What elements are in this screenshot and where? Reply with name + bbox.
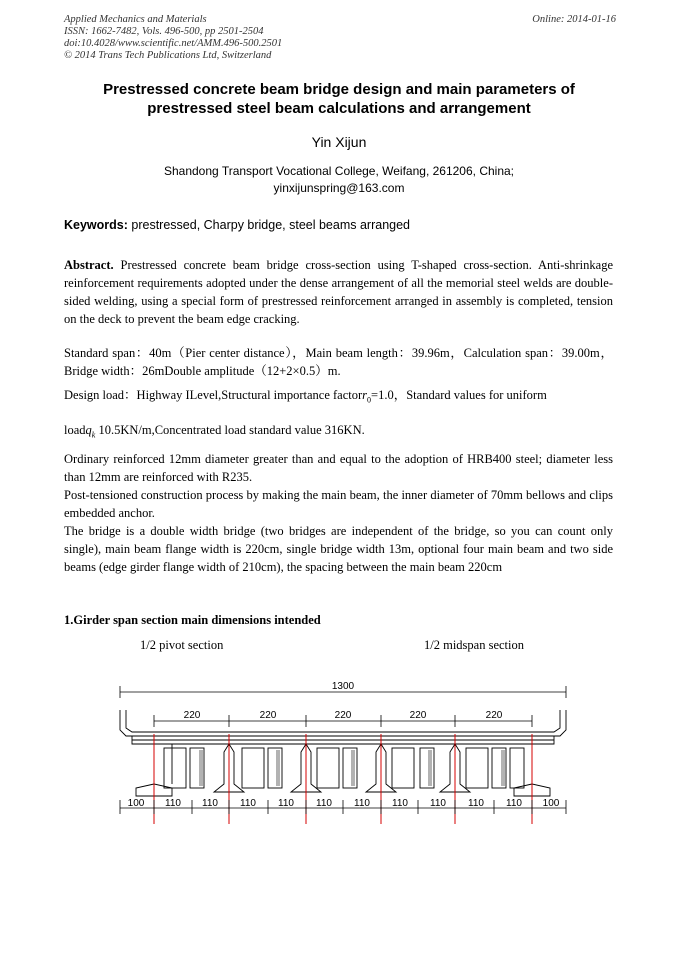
title-line-2: prestressed steel beam calculations and arrangement	[147, 100, 531, 117]
flange-width-2: 220	[259, 710, 277, 721]
importance-factor-subscript: 0	[367, 395, 372, 405]
design-load-text: Design load：Highway ILevel,Structural importance factor	[64, 388, 363, 402]
design-load-text-cont: =1.0，Standard values for uniform	[371, 388, 547, 402]
bottom-dim-7: 110	[354, 798, 370, 809]
author-email: yinxijunspring@163.com	[273, 181, 405, 195]
bottom-dim-4: 110	[240, 798, 256, 809]
journal-name: Applied Mechanics and Materials	[64, 14, 207, 25]
abstract	[64, 256, 613, 328]
girder-webs	[136, 744, 550, 796]
bottom-dimension-row	[120, 798, 566, 814]
flange-dimension-row	[154, 710, 532, 727]
section-heading: 1.Girder span section main dimensions intended	[64, 613, 321, 627]
uniform-load-text-cont: 10.5KN/m,Concentrated load standard value 316KN.	[95, 423, 365, 437]
bottom-dim-5: 110	[278, 798, 294, 809]
bottom-dim-9: 110	[430, 798, 446, 809]
issn-line: ISSN: 1662-7482, Vols. 496-500, pp 2501-2504	[64, 26, 264, 37]
keywords-text: prestressed, Charpy bridge, steel beams arranged	[131, 218, 411, 232]
bottom-dim-10: 110	[468, 798, 484, 809]
flange-width-4: 220	[409, 710, 427, 721]
affiliation: Shandong Transport Vocational College, Weifang, 261206, China;	[163, 164, 515, 178]
keywords	[64, 218, 614, 232]
uniform-load-text: load	[64, 423, 86, 437]
bottom-dim-3: 110	[202, 798, 218, 809]
bottom-dim-11: 110	[506, 798, 522, 809]
overall-dimension	[120, 681, 566, 698]
uniform-load-paragraph	[64, 421, 613, 445]
bottom-dim-6: 110	[316, 798, 332, 809]
flange-width-1: 220	[183, 710, 201, 721]
design-load-paragraph	[64, 386, 613, 410]
bottom-dim-2: 110	[165, 798, 181, 809]
online-date: Online: 2014-01-16	[532, 14, 616, 25]
uniform-load-symbol: q	[85, 423, 92, 437]
girder-cross-section-figure	[114, 678, 574, 826]
flange-width-3: 220	[334, 710, 352, 721]
author-name: Yin Xijun	[311, 134, 367, 150]
overall-width-label: 1300	[331, 681, 355, 692]
keywords-label: Keywords:	[64, 218, 128, 232]
ordinary-reinforcement-paragraph: Ordinary reinforced 12mm diameter greater than and equal to the adoption of HRB400 steel; diameter less than 12mm are reinforced with R235.	[64, 452, 613, 484]
abstract-label: Abstract.	[64, 258, 114, 272]
doi-line: doi:10.4028/www.scientific.net/AMM.496-500.2501	[64, 38, 283, 49]
flange-width-5: 220	[485, 710, 503, 721]
title-line-1: Prestressed concrete beam bridge design and main parameters of	[103, 81, 575, 98]
uniform-load-subscript: k	[91, 430, 96, 440]
post-tension-paragraph: Post-tensioned construction process by making the main beam, the inner diameter of 70mm bellows and clips embedded anchor.	[64, 488, 613, 520]
bottom-dim-12: 100	[542, 798, 560, 809]
bottom-dim-8: 110	[392, 798, 408, 809]
diaphragm-hatching	[200, 750, 504, 786]
paper-title	[40, 80, 638, 118]
affiliation-block	[0, 163, 678, 197]
pivot-section-label: 1/2 pivot section	[140, 638, 224, 652]
bridge-description-paragraph: The bridge is a double width bridge (two bridges are independent of the bridge, so you can count only single), main beam flange width is 220cm, single bridge width 13m, optional four main beam and two side beams (edge girder flange width of 210cm), the spacing between the main beam 220cm	[64, 524, 613, 574]
abstract-text: Prestressed concrete beam bridge cross-section using T-shaped cross-section. Anti-shrinkage reinforcement requirements adopted under the dense arrangement of all the memorial steel welds are double-sided welding, using a special form of prestressed reinforcement arranged in assembly is completed, tension on the deck to prevent the beam edge cracking.	[64, 258, 614, 326]
midspan-section-label: 1/2 midspan section	[424, 638, 524, 652]
bottom-dim-1: 100	[127, 798, 145, 809]
importance-factor-symbol: r	[362, 388, 368, 402]
standard-span-paragraph: Standard span：40m（Pier center distance），Main beam length：39.96m，Calculation span：39.00m，Bridge width：26mDouble amplitude（12+2×0.5）m.	[64, 346, 613, 378]
copyright-line: © 2014 Trans Tech Publications Ltd, Switzerland	[64, 50, 272, 61]
journal-header	[64, 14, 282, 62]
